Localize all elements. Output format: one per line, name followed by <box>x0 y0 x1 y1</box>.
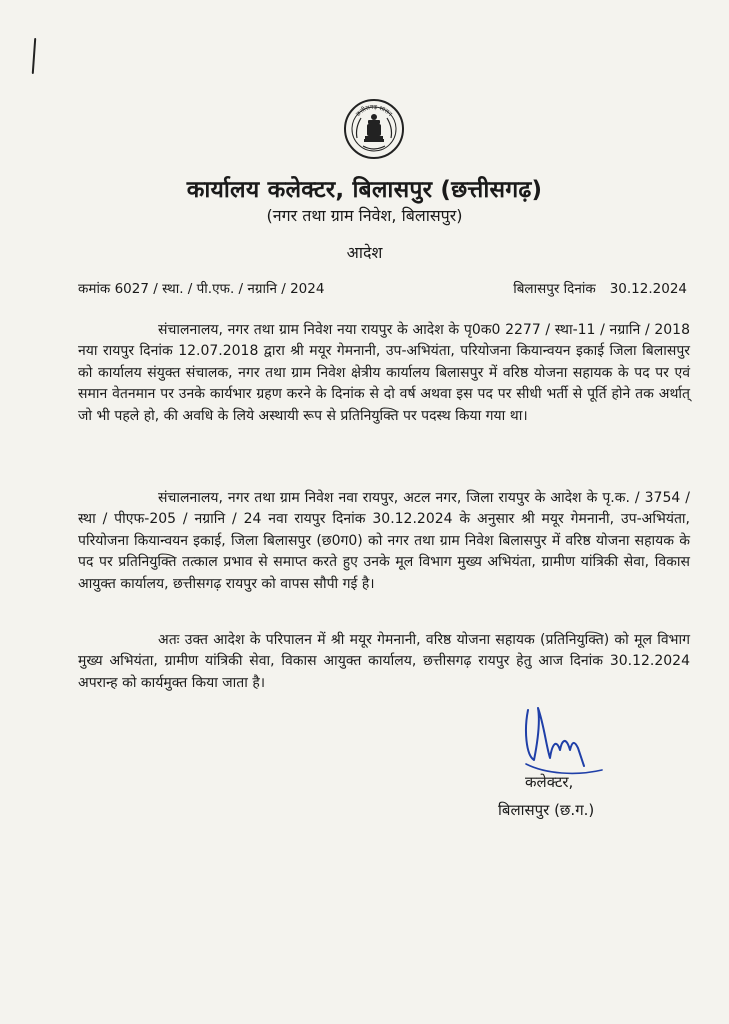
date-value: 30.12.2024 <box>609 281 687 297</box>
paragraph-text: अतः उक्त आदेश के परिपालन में श्री मयूर गेमनानी, वरिष्ठ योजना सहायक (प्रतिनियुक्ति) को मूल विभाग मुख्य अभियंता, ग्रामीण यांत्रिकी सेवा, विकास आयुक्त कार्यालय, छत्तीसगढ़ रायपुर हेतु आज दिनांक 30.12.2024 अपरान्ह को कार्यमुक्त किया जाता है। <box>78 632 690 691</box>
state-emblem-icon <box>343 98 405 160</box>
signatory-designation: कलेक्टर, <box>525 773 574 791</box>
order-heading: आदेश <box>346 243 383 262</box>
paragraph-text: संचालनालय, नगर तथा ग्राम निवेश नवा रायपुर, अटल नगर, जिला रायपुर के आदेश के पृ.क. / 3754 / स्था / पीएफ-205 / नग्रानि / 24 नवा रायपुर दिनांक 30.12.2024 के अनुसार श्री मयूर गेमनानी, उप-अभियंता, परियोजना कियान्वयन इकाई, जिला बिलासपुर (छ0ग0) को नगर तथा ग्राम निवेश बिलासपुर में वरिष्ठ योजना सहायक के पद पर प्रतिनियुक्ति तत्काल प्रभाव से समाप्त करते हुए उनके मूल विभाग मुख्य अभियंता, ग्रामीण यांत्रिकी सेवा, विकास आयुक्त कार्यालय, छत्तीसगढ़ रायपुर को वापस सौपी गई है। <box>78 490 690 592</box>
emblem-caption: छत्तीसगढ़ शासन <box>354 103 394 118</box>
order-paragraph-2 <box>78 488 690 595</box>
paragraph-text: संचालनालय, नगर तथा ग्राम निवेश नया रायपुर के आदेश के पृ0क0 2277 / स्था-11 / नग्रानि / 2018 नया रायपुर दिनांक 12.07.2018 द्वारा श्री मयूर गेमनानी, उप-अभियंता, परियोजना कियान्वयन इकाई जिला बिलासपुर को कार्यालय संयुक्त संचालक, नगर तथा ग्राम निवेश क्षेत्रीय कार्यालय बिलासपुर में वरिष्ठ योजना सहायक के पद पर एवं समान वेतनमान पर उनके कार्यभार ग्रहण करने के दिनांक से दो वर्ष अथवा इस पद पर सीधी भर्ती से पूर्ति होने तक अर्थात् जो भी पहले हो, की अवधि के लिये अस्थायी रूप से प्रतिनियुक्ति पर पदस्थ किया गया था। <box>78 322 690 424</box>
margin-pen-mark <box>32 38 37 74</box>
date-label: बिलासपुर दिनांक <box>513 281 596 297</box>
order-paragraph-1 <box>78 320 690 427</box>
order-paragraph-3 <box>78 630 690 694</box>
office-title: कार्यालय कलेक्टर, बिलासपुर (छत्तीसगढ़) <box>186 177 543 203</box>
reference-row <box>78 279 687 297</box>
office-subtitle: (नगर तथा ग्राम निवेश, बिलासपुर) <box>266 206 463 225</box>
signatory-place: बिलासपुर (छ.ग.) <box>498 801 595 819</box>
reference-number: कमांक 6027 / स्था. / पी.एफ. / नग्रानि / 2024 <box>78 281 325 297</box>
date-block <box>513 279 687 297</box>
